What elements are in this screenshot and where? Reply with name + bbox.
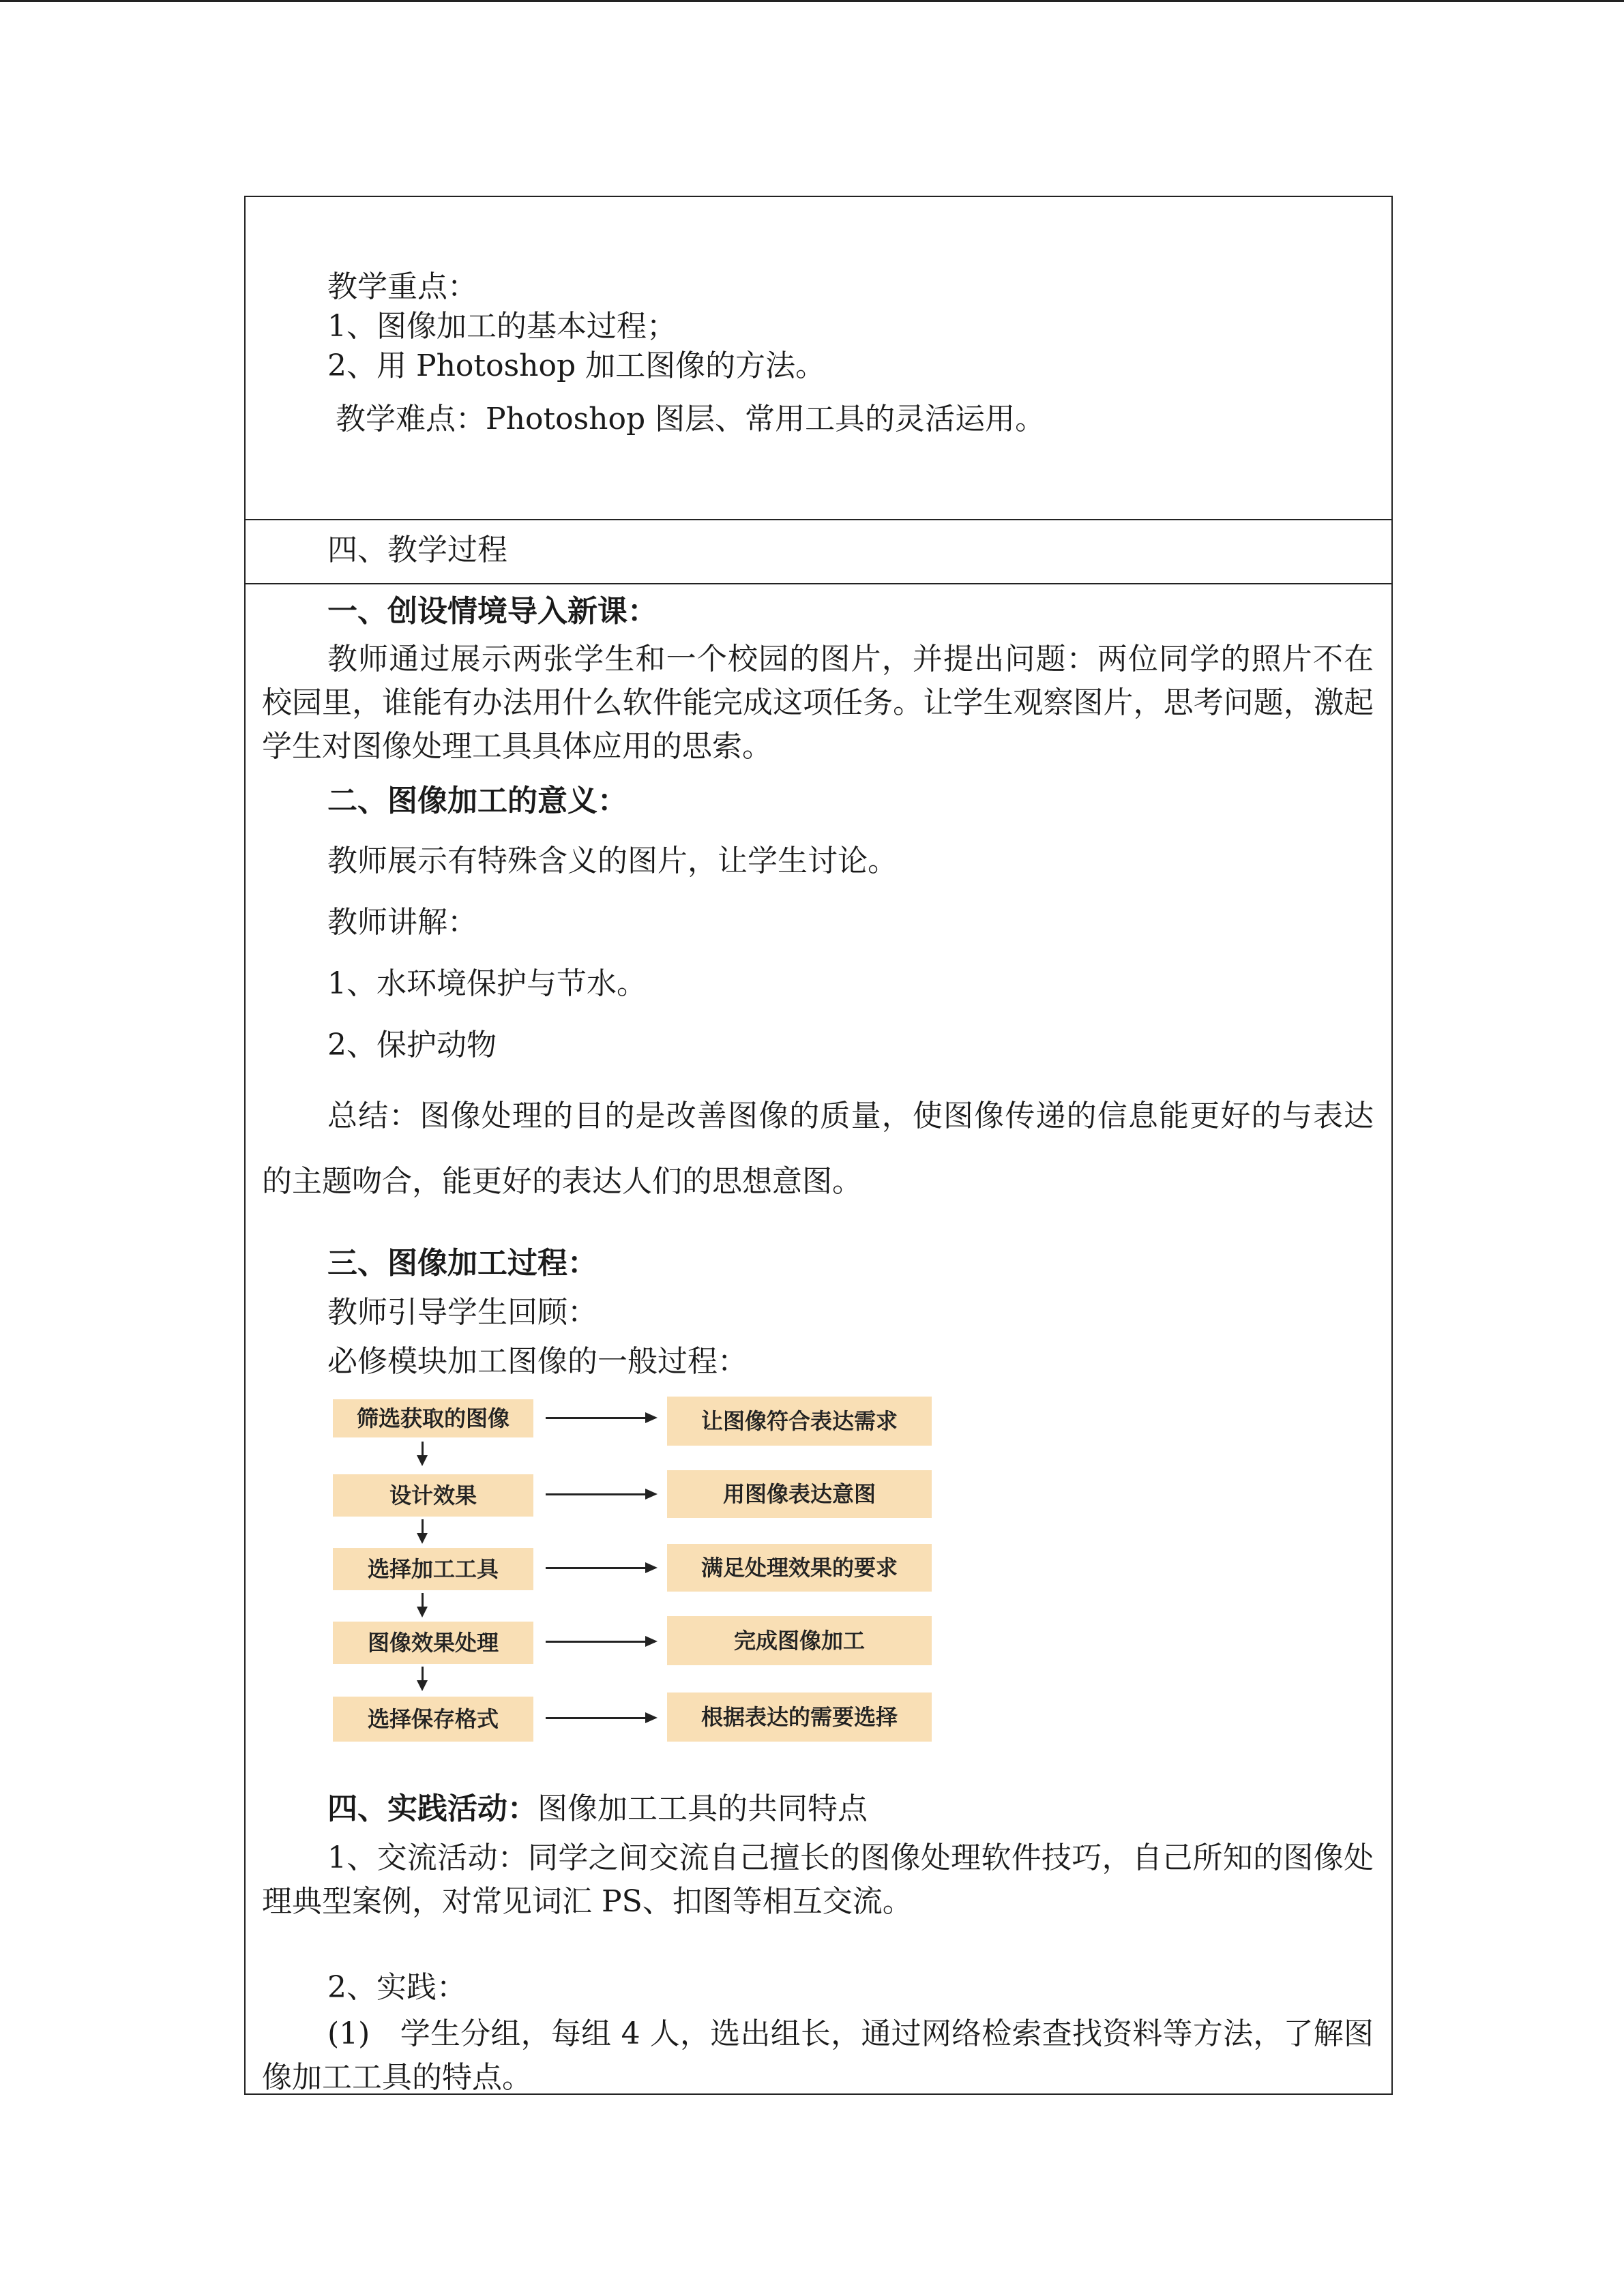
section4-title — [327, 1790, 868, 1828]
flow-purpose-2: 用图像表达意图 — [667, 1470, 932, 1518]
flow-arrow-down-3 — [422, 1593, 424, 1615]
section4-title-rest: 图像加工工具的共同特点 — [537, 1791, 868, 1826]
flow-arrow-right-3 — [546, 1567, 655, 1569]
section2-line3: 1、水环境保护与节水。 — [327, 966, 647, 1001]
section4-item1: 1、交流活动：同学之间交流自己擅长的图像处理软件技巧，自己所知的图像处理典型案例，对常见词汇 PS、扣图等相互交流。 — [262, 1840, 1374, 1919]
section1-body: 教师通过展示两张学生和一个校园的图片，并提出问题：两位同学的照片不在校园里，谁能有办法用什么软件能完成这项任务。让学生观察图片，思考问题，激起学生对图像处理工具具体应用的思索。 — [262, 642, 1374, 764]
section1-title: 一、创设情境导入新课： — [327, 594, 658, 629]
section3-title: 三、图像加工过程： — [327, 1246, 597, 1281]
flow-arrow-down-4 — [422, 1667, 424, 1688]
section2-line2: 教师讲解： — [327, 905, 477, 940]
section3-line2: 必修模块加工图像的一般过程： — [327, 1344, 748, 1379]
flow-step-2: 设计效果 — [333, 1474, 533, 1517]
focus-point-1: 1、图像加工的基本过程； — [327, 309, 677, 344]
lesson-plan-table — [244, 196, 1393, 2095]
flow-arrow-right-2 — [546, 1493, 655, 1495]
flow-step-1: 筛选获取的图像 — [333, 1399, 533, 1437]
section3-line1: 教师引导学生回顾： — [327, 1295, 597, 1330]
flow-purpose-3: 满足处理效果的要求 — [667, 1544, 932, 1592]
focus-point-2: 2、用 Photoshop 加工图像的方法。 — [327, 348, 826, 383]
process-title: 四、教学过程 — [327, 533, 507, 567]
flow-purpose-1: 让图像符合表达需求 — [667, 1397, 932, 1446]
section2-line1: 教师展示有特殊含义的图片，让学生讨论。 — [327, 844, 898, 878]
flow-arrow-right-1 — [546, 1417, 655, 1419]
page-top-border — [0, 0, 1624, 2]
section2-line4: 2、保护动物 — [327, 1028, 497, 1062]
section4-item2: 2、实践： — [327, 1970, 467, 2005]
section4-item2-1: (1) 学生分组，每组 4 人，选出组长，通过网络检索查找资料等方法，了解图像加工工具的特点。 — [262, 2016, 1374, 2095]
teaching-focus-cell — [246, 197, 1391, 520]
flow-purpose-4: 完成图像加工 — [667, 1616, 932, 1665]
flow-arrow-down-1 — [422, 1442, 424, 1463]
flow-arrow-right-4 — [546, 1641, 655, 1643]
process-content-cell — [246, 583, 1391, 2093]
flow-purpose-5: 根据表达的需要选择 — [667, 1693, 932, 1742]
section2-summary: 总结：图像处理的目的是改善图像的质量，使图像传递的信息能更好的与表达的主题吻合，能更好的表达人们的思想意图。 — [262, 1099, 1374, 1199]
section4-title-bold: 四、实践活动： — [327, 1791, 537, 1826]
image-process-flowchart — [333, 1399, 936, 1761]
flow-step-3: 选择加工工具 — [333, 1548, 533, 1590]
flow-step-5: 选择保存格式 — [333, 1697, 533, 1742]
process-title-cell — [246, 519, 1391, 584]
section2-title: 二、图像加工的意义： — [327, 784, 628, 818]
teaching-difficulty: 教学难点：Photoshop 图层、常用工具的灵活运用。 — [336, 402, 1046, 436]
flow-arrow-right-5 — [546, 1717, 655, 1719]
focus-heading: 教学重点： — [327, 269, 477, 304]
flow-arrow-down-2 — [422, 1519, 424, 1541]
flow-step-4: 图像效果处理 — [333, 1622, 533, 1664]
